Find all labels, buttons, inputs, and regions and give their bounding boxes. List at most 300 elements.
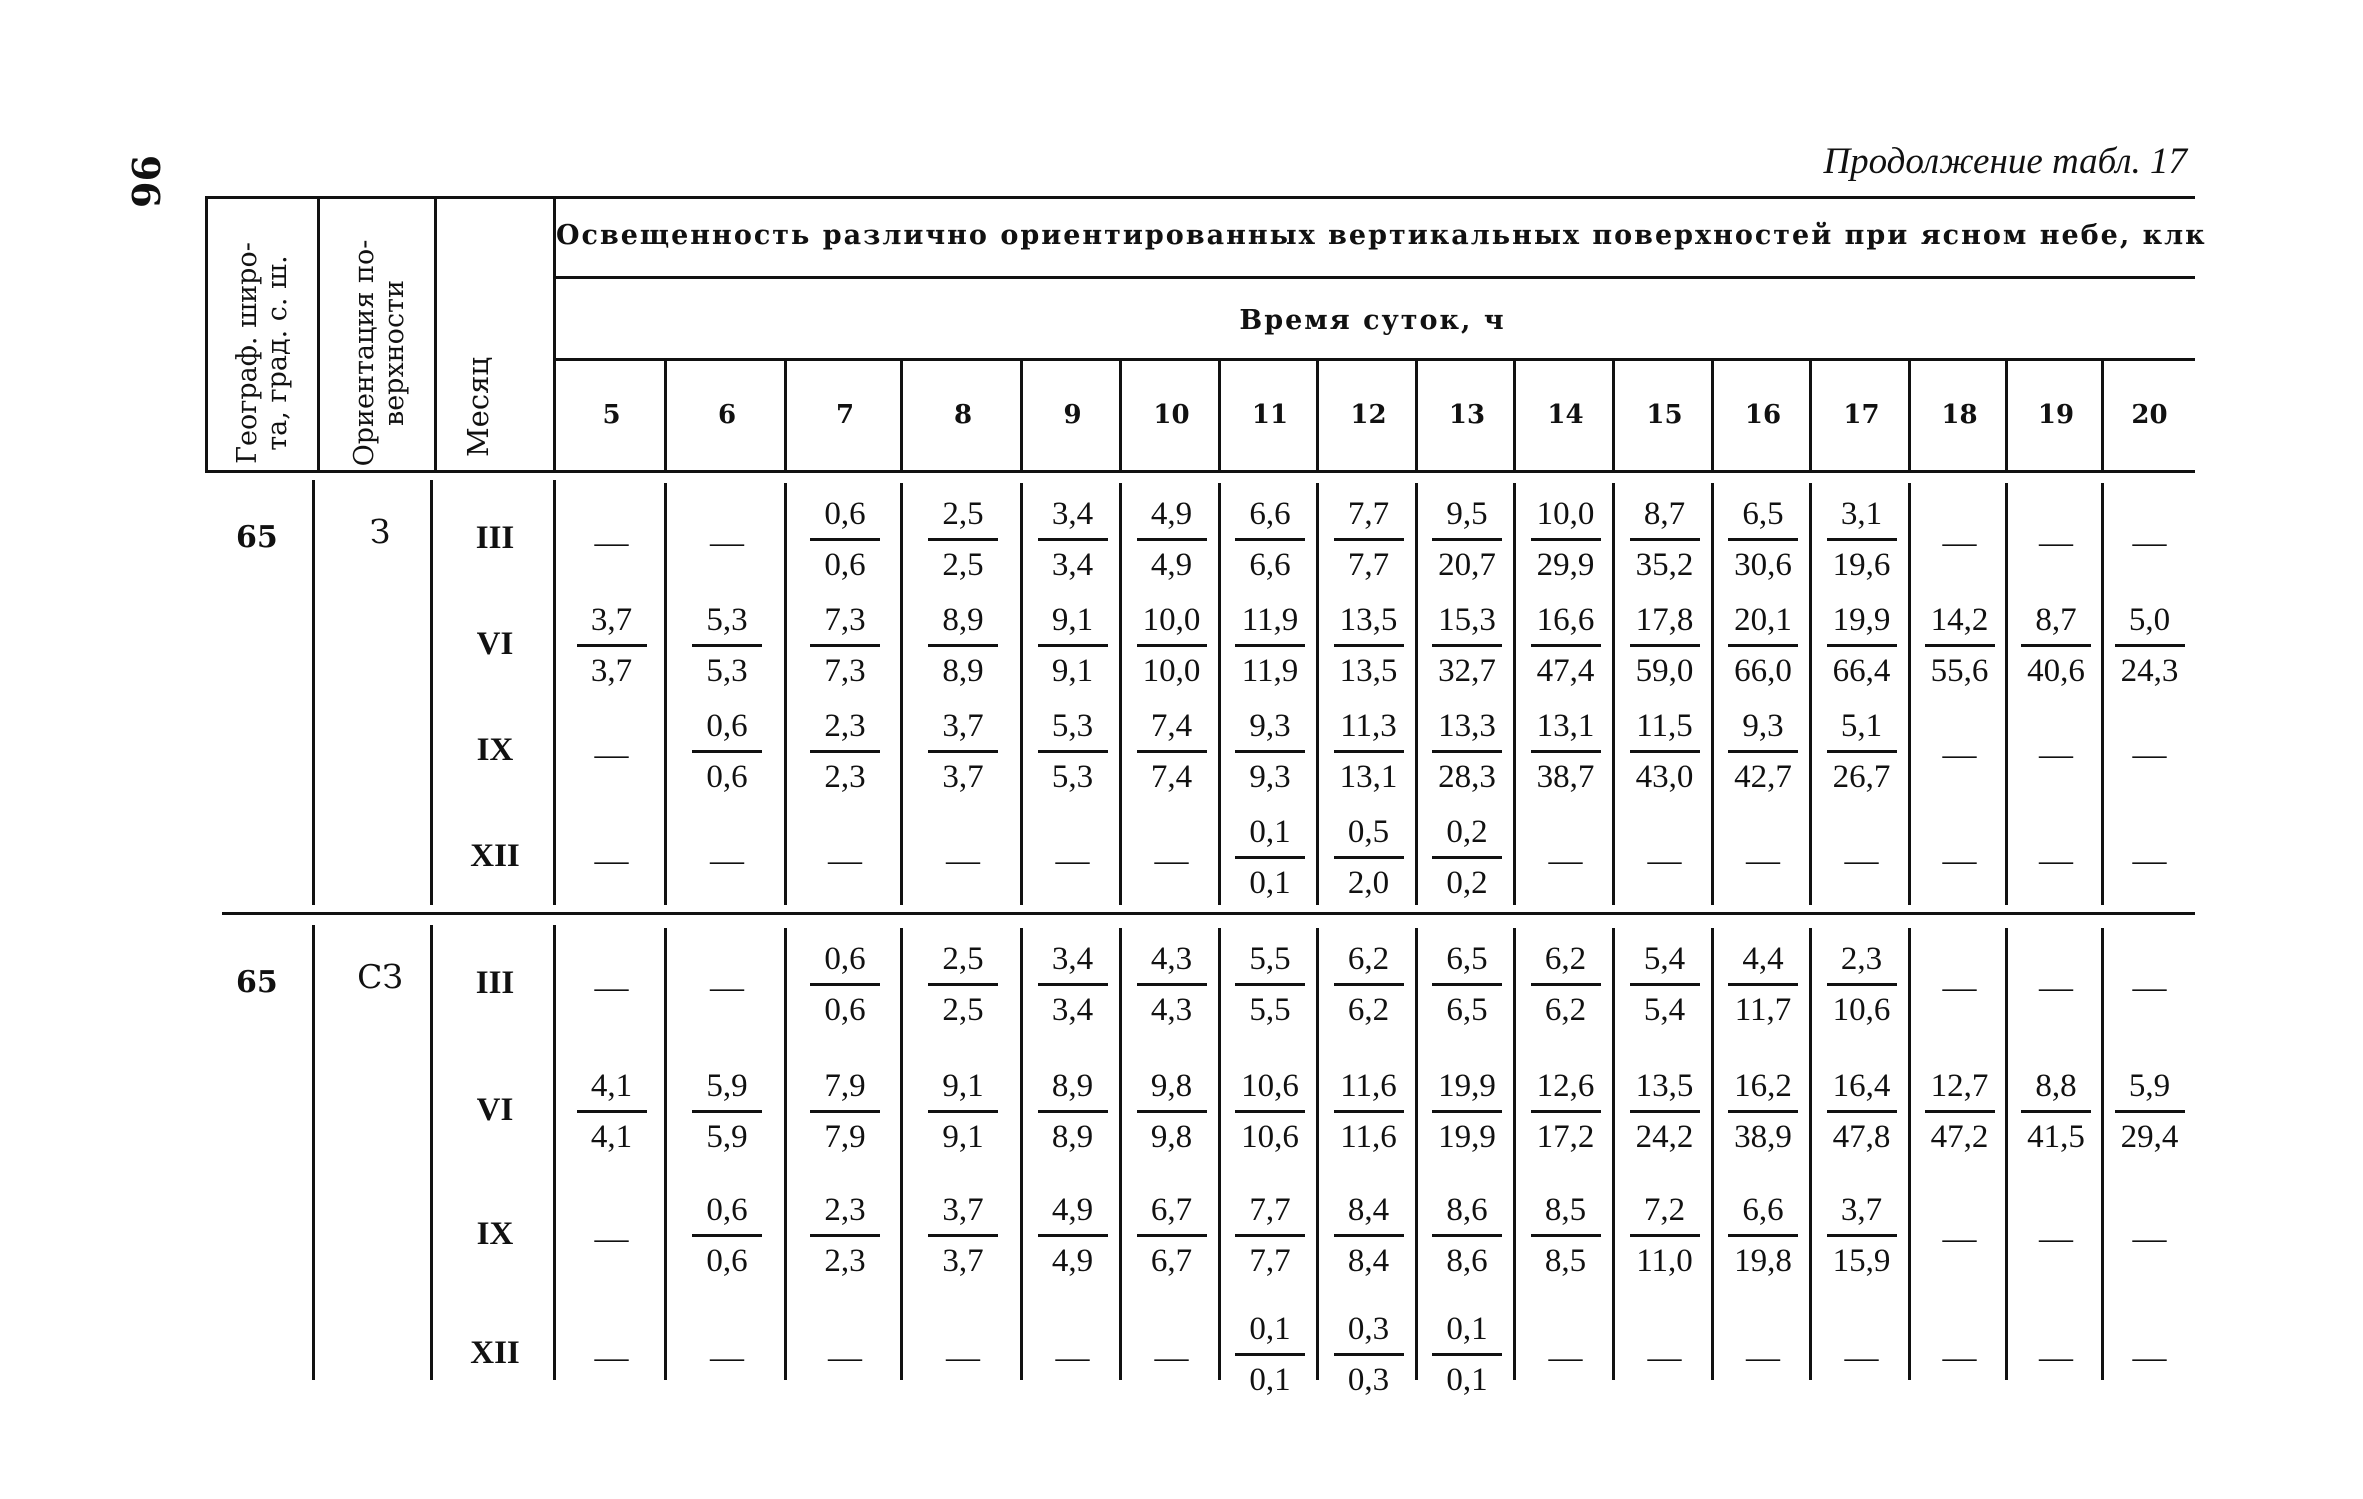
table-cell	[1221, 935, 1319, 1034]
cell-numerator: 8,4	[1334, 1186, 1404, 1237]
hour-label-5: 5	[602, 400, 621, 430]
cell-denominator: 42,7	[1734, 759, 1792, 795]
table-cell	[1319, 1062, 1418, 1161]
table-cell	[1221, 808, 1319, 907]
table-cell	[1319, 1305, 1418, 1404]
table-cell	[667, 1305, 787, 1411]
table-cell	[1319, 808, 1418, 907]
table-main-heading: Освещенность различно ориентированных вертикальных поверхностей при ясном небе, клк	[556, 220, 2207, 251]
table-cell	[1615, 596, 1714, 695]
table-cell	[1122, 1305, 1221, 1411]
cell-denominator: 5,4	[1643, 992, 1686, 1028]
month-label-iii: III	[475, 965, 515, 1001]
cell-dash: —	[2132, 736, 2167, 773]
cell-dash: —	[1055, 1339, 1090, 1376]
cell-numerator: 2,5	[928, 935, 998, 986]
column-header-orientation-line2: верхности	[379, 280, 410, 426]
table-cell	[1023, 1305, 1122, 1411]
cell-denominator: 9,1	[942, 1119, 984, 1155]
cell-numerator: 11,9	[1235, 596, 1305, 647]
cell-denominator: 11,9	[1241, 653, 1299, 689]
cell-denominator: 0,3	[1347, 1362, 1390, 1398]
table-cell	[1418, 808, 1516, 907]
cell-numerator: 0,6	[810, 490, 880, 541]
cell-denominator: 3,7	[942, 1243, 984, 1279]
cell-numerator: 9,3	[1235, 702, 1305, 753]
table-cell	[556, 1186, 667, 1292]
cell-denominator: 11,6	[1340, 1119, 1397, 1155]
table-cell	[1911, 490, 2008, 596]
hour-label-11: 11	[1251, 400, 1289, 430]
cell-dash: —	[1548, 842, 1583, 879]
table-cell	[1714, 1305, 1812, 1411]
cell-numerator: 2,3	[1827, 935, 1897, 986]
table-cell	[1812, 596, 1911, 695]
table-cell	[667, 490, 787, 596]
cell-denominator: 8,5	[1544, 1243, 1587, 1279]
cell-numerator: 0,3	[1334, 1305, 1404, 1356]
table-cell	[1812, 808, 1911, 914]
cell-numerator: 6,6	[1235, 490, 1305, 541]
header-main-rule	[556, 276, 2195, 279]
cell-denominator: 7,4	[1150, 759, 1193, 795]
cell-dash: —	[710, 1339, 744, 1376]
cell-numerator: 3,4	[1038, 490, 1108, 541]
cell-dash: —	[1942, 842, 1977, 879]
cell-dash: —	[2039, 842, 2073, 879]
cell-denominator: 8,9	[942, 653, 984, 689]
table-cell	[903, 935, 1023, 1034]
table-cell	[667, 596, 787, 695]
hour-label-7: 7	[835, 400, 855, 430]
cell-denominator: 66,0	[1734, 653, 1792, 689]
cell-denominator: 6,2	[1347, 992, 1390, 1028]
hour-label-6: 6	[717, 400, 737, 430]
cell-dash: —	[2039, 524, 2073, 561]
hour-label-8: 8	[953, 400, 973, 430]
cell-denominator: 43,0	[1635, 759, 1694, 795]
table-cell	[2008, 702, 2104, 808]
cell-numerator: 5,3	[1038, 702, 1108, 753]
cell-denominator: 0,6	[706, 1243, 748, 1279]
table-cell	[2008, 1062, 2104, 1161]
cell-numerator: 11,6	[1334, 1062, 1404, 1113]
cell-denominator: 7,3	[824, 653, 866, 689]
cell-denominator: 24,3	[2120, 653, 2179, 689]
cell-denominator: 0,1	[1249, 865, 1291, 901]
cell-numerator: 2,3	[810, 702, 880, 753]
table-cell	[1023, 1186, 1122, 1285]
cell-dash: —	[2132, 969, 2167, 1006]
cell-numerator: 9,1	[928, 1062, 998, 1113]
table-cell	[1615, 702, 1714, 801]
cell-denominator: 7,7	[1249, 1243, 1291, 1279]
table-cell	[2104, 490, 2195, 596]
table-cell	[556, 490, 667, 596]
table-cell	[1714, 490, 1812, 589]
table-cell	[1516, 808, 1615, 914]
cell-denominator: 2,3	[824, 1243, 866, 1279]
cell-dash: —	[1647, 842, 1682, 879]
table-cell	[787, 490, 903, 589]
table-cell	[556, 1062, 667, 1161]
cell-denominator: 9,8	[1150, 1119, 1193, 1155]
table-cell	[787, 596, 903, 695]
cell-numerator: 3,7	[577, 596, 647, 647]
cell-dash: —	[2039, 969, 2073, 1006]
cell-numerator: 3,7	[928, 702, 998, 753]
column-header-latitude-line2: та, град. с. ш.	[262, 255, 293, 451]
table-cell	[1221, 1186, 1319, 1285]
cell-numerator: 5,9	[2115, 1062, 2185, 1113]
hour-label-18: 18	[1941, 400, 1978, 430]
cell-numerator: 12,6	[1531, 1062, 1601, 1113]
cell-dash: —	[1844, 1339, 1879, 1376]
table-cell	[1714, 1062, 1812, 1161]
table-cell	[1615, 1062, 1714, 1161]
table-cell	[556, 702, 667, 808]
table-cell	[667, 1062, 787, 1161]
table-cell	[903, 1062, 1023, 1161]
table-cell	[1418, 1305, 1516, 1404]
table-cell	[787, 1186, 903, 1285]
table-cell	[1516, 1305, 1615, 1411]
month-label-vi: VI	[476, 626, 514, 662]
table-cell	[1319, 1186, 1418, 1285]
cell-numerator: 16,4	[1827, 1062, 1897, 1113]
cell-denominator: 29,4	[2120, 1119, 2179, 1155]
month-label-xii: XII	[470, 1335, 520, 1371]
column-header-orientation	[350, 218, 420, 488]
cell-numerator: 6,7	[1137, 1186, 1207, 1237]
cell-denominator: 40,6	[2027, 653, 2085, 689]
cell-denominator: 55,6	[1930, 653, 1989, 689]
table-cell	[1812, 1186, 1911, 1285]
column-header-orientation-line1: Ориентация по-	[349, 239, 380, 467]
table-cell	[1516, 1062, 1615, 1161]
hour-label-20: 20	[2131, 400, 2168, 430]
cell-numerator: 6,5	[1432, 935, 1502, 986]
cell-numerator: 0,6	[810, 935, 880, 986]
table-cell	[1023, 596, 1122, 695]
table-cell	[787, 808, 903, 914]
cell-dash: —	[2132, 1220, 2167, 1257]
cell-numerator: 17,8	[1630, 596, 1700, 647]
cell-dash: —	[2039, 736, 2073, 773]
cell-denominator: 4,9	[1150, 547, 1193, 583]
table-cell	[1418, 1186, 1516, 1285]
cell-denominator: 5,3	[706, 653, 748, 689]
table-cell	[1516, 1186, 1615, 1285]
cell-numerator: 4,3	[1137, 935, 1207, 986]
cell-denominator: 0,6	[824, 547, 866, 583]
cell-denominator: 7,9	[824, 1119, 866, 1155]
table-cell	[903, 702, 1023, 801]
table-cell	[1122, 1186, 1221, 1285]
cell-denominator: 6,7	[1150, 1243, 1193, 1279]
header-time-rule	[556, 358, 2195, 361]
month-label-xii: XII	[470, 838, 520, 874]
cell-numerator: 5,3	[692, 596, 762, 647]
cell-numerator: 10,0	[1137, 596, 1207, 647]
header-column-rule	[205, 198, 208, 470]
continuation-caption: Продолжение табл. 17	[1823, 141, 2187, 182]
table-cell	[1911, 1062, 2008, 1161]
table-cell	[787, 1305, 903, 1411]
cell-dash: —	[594, 524, 629, 561]
cell-numerator: 8,6	[1432, 1186, 1502, 1237]
cell-dash: —	[1548, 1339, 1583, 1376]
hour-label-16: 16	[1744, 400, 1782, 430]
cell-dash: —	[946, 842, 980, 879]
cell-numerator: 2,3	[810, 1186, 880, 1237]
cell-dash: —	[1746, 842, 1780, 879]
cell-numerator: 6,2	[1334, 935, 1404, 986]
cell-denominator: 19,6	[1832, 547, 1891, 583]
table-cell	[667, 935, 787, 1041]
cell-dash: —	[594, 842, 629, 879]
table-cell	[667, 808, 787, 914]
cell-numerator: 7,2	[1630, 1186, 1700, 1237]
cell-denominator: 3,4	[1051, 547, 1094, 583]
cell-numerator: 7,3	[810, 596, 880, 647]
time-of-day-heading: Время суток, ч	[1239, 305, 1506, 336]
cell-numerator: 14,2	[1925, 596, 1995, 647]
cell-dash: —	[594, 736, 629, 773]
table-cell	[787, 1062, 903, 1161]
cell-denominator: 41,5	[2027, 1119, 2085, 1155]
cell-numerator: 15,3	[1432, 596, 1502, 647]
hour-label-17: 17	[1843, 400, 1880, 430]
cell-dash: —	[594, 1220, 629, 1257]
table-cell	[903, 1186, 1023, 1285]
cell-numerator: 5,0	[2115, 596, 2185, 647]
cell-dash: —	[2039, 1220, 2073, 1257]
block-column-rule	[430, 925, 433, 1380]
header-column-rule	[434, 198, 437, 470]
cell-denominator: 30,6	[1734, 547, 1792, 583]
cell-denominator: 13,5	[1339, 653, 1398, 689]
cell-dash: —	[2132, 524, 2167, 561]
cell-denominator: 10,6	[1241, 1119, 1299, 1155]
page-number: 96	[123, 155, 168, 208]
table-cell	[2104, 702, 2195, 808]
table-cell	[1615, 1305, 1714, 1411]
table-cell	[1023, 1062, 1122, 1161]
cell-denominator: 26,7	[1832, 759, 1891, 795]
cell-numerator: 8,9	[1038, 1062, 1108, 1113]
cell-numerator: 20,1	[1728, 596, 1798, 647]
cell-numerator: 7,7	[1334, 490, 1404, 541]
cell-dash: —	[1154, 1339, 1189, 1376]
table-cell	[1319, 702, 1418, 801]
cell-denominator: 35,2	[1635, 547, 1694, 583]
table-cell	[1221, 490, 1319, 589]
table-cell	[2008, 490, 2104, 596]
table-cell	[1911, 1305, 2008, 1411]
cell-numerator: 8,7	[2021, 596, 2091, 647]
table-cell	[1812, 935, 1911, 1034]
cell-numerator: 5,4	[1630, 935, 1700, 986]
cell-denominator: 15,9	[1832, 1243, 1891, 1279]
cell-numerator: 5,5	[1235, 935, 1305, 986]
table-cell	[556, 1305, 667, 1411]
table-cell	[1418, 702, 1516, 801]
table-cell	[1911, 702, 2008, 808]
cell-denominator: 0,6	[824, 992, 866, 1028]
cell-dash: —	[2039, 1339, 2073, 1376]
table-cell	[1714, 935, 1812, 1034]
table-cell	[1812, 702, 1911, 801]
table-cell	[2104, 935, 2195, 1041]
cell-numerator: 7,7	[1235, 1186, 1305, 1237]
cell-dash: —	[1844, 842, 1879, 879]
table-cell	[1221, 702, 1319, 801]
table-cell	[667, 702, 787, 801]
cell-denominator: 47,8	[1832, 1119, 1891, 1155]
month-label-ix: IX	[476, 1216, 514, 1252]
table-cell	[2008, 1186, 2104, 1292]
cell-denominator: 66,4	[1832, 653, 1891, 689]
cell-numerator: 5,1	[1827, 702, 1897, 753]
header-column-rule	[317, 198, 320, 470]
cell-denominator: 17,2	[1536, 1119, 1595, 1155]
month-label-iii: III	[475, 520, 515, 556]
cell-dash: —	[828, 1339, 862, 1376]
block-column-rule	[430, 480, 433, 905]
table-cell	[1122, 1062, 1221, 1161]
table-cell	[1418, 490, 1516, 589]
cell-denominator: 4,9	[1051, 1243, 1094, 1279]
table-cell	[787, 935, 903, 1034]
cell-dash: —	[1942, 969, 1977, 1006]
cell-denominator: 6,5	[1446, 992, 1488, 1028]
cell-denominator: 10,6	[1832, 992, 1891, 1028]
cell-numerator: 19,9	[1827, 596, 1897, 647]
cell-denominator: 28,3	[1438, 759, 1496, 795]
cell-denominator: 9,1	[1051, 653, 1094, 689]
table-cell	[1221, 1062, 1319, 1161]
cell-numerator: 13,5	[1630, 1062, 1700, 1113]
cell-denominator: 6,6	[1249, 547, 1291, 583]
cell-numerator: 10,0	[1531, 490, 1601, 541]
table-cell	[1615, 935, 1714, 1034]
cell-dash: —	[1055, 842, 1090, 879]
cell-numerator: 3,1	[1827, 490, 1897, 541]
cell-numerator: 4,9	[1038, 1186, 1108, 1237]
cell-denominator: 7,7	[1347, 547, 1390, 583]
table-cell	[556, 596, 667, 695]
hour-label-12: 12	[1350, 400, 1387, 430]
cell-numerator: 0,1	[1235, 1305, 1305, 1356]
cell-numerator: 5,9	[692, 1062, 762, 1113]
table-cell	[1911, 1186, 2008, 1292]
table-cell	[1516, 702, 1615, 801]
cell-denominator: 4,3	[1150, 992, 1193, 1028]
cell-denominator: 5,5	[1249, 992, 1291, 1028]
hour-label-19: 19	[2037, 400, 2075, 430]
cell-numerator: 11,3	[1334, 702, 1404, 753]
table-cell	[1911, 808, 2008, 914]
table-cell	[556, 808, 667, 914]
cell-dash: —	[946, 1339, 980, 1376]
table-cell	[1023, 490, 1122, 589]
cell-denominator: 32,7	[1438, 653, 1496, 689]
cell-dash: —	[710, 524, 744, 561]
table-cell	[1714, 808, 1812, 914]
table-cell	[1615, 808, 1714, 914]
table-cell	[1122, 808, 1221, 914]
cell-denominator: 8,4	[1347, 1243, 1390, 1279]
cell-denominator: 0,6	[706, 759, 748, 795]
cell-denominator: 19,8	[1734, 1243, 1792, 1279]
cell-denominator: 13,1	[1339, 759, 1398, 795]
cell-numerator: 16,2	[1728, 1062, 1798, 1113]
cell-numerator: 9,8	[1137, 1062, 1207, 1113]
table-cell	[787, 702, 903, 801]
cell-denominator: 10,0	[1142, 653, 1201, 689]
table-cell	[1122, 490, 1221, 589]
cell-denominator: 0,2	[1446, 865, 1488, 901]
cell-numerator: 6,5	[1728, 490, 1798, 541]
cell-denominator: 0,1	[1249, 1362, 1291, 1398]
table-cell	[903, 808, 1023, 914]
cell-dash: —	[1942, 1220, 1977, 1257]
cell-numerator: 9,1	[1038, 596, 1108, 647]
table-cell	[1418, 596, 1516, 695]
cell-dash: —	[594, 969, 629, 1006]
cell-numerator: 6,6	[1728, 1186, 1798, 1237]
cell-numerator: 8,8	[2021, 1062, 2091, 1113]
column-header-latitude	[233, 218, 303, 488]
month-label-vi: VI	[476, 1092, 514, 1128]
table-cell	[1122, 596, 1221, 695]
table-cell	[2104, 1062, 2195, 1161]
cell-denominator: 2,3	[824, 759, 866, 795]
orientation-value: З	[369, 512, 391, 551]
table-cell	[1714, 596, 1812, 695]
cell-numerator: 0,1	[1235, 808, 1305, 859]
cell-numerator: 8,5	[1531, 1186, 1601, 1237]
table-cell	[1812, 1062, 1911, 1161]
table-cell	[1023, 935, 1122, 1034]
table-cell	[1319, 490, 1418, 589]
cell-dash: —	[2132, 1339, 2167, 1376]
cell-denominator: 24,2	[1635, 1119, 1694, 1155]
cell-numerator: 8,7	[1630, 490, 1700, 541]
cell-denominator: 19,9	[1438, 1119, 1496, 1155]
cell-numerator: 10,6	[1235, 1062, 1305, 1113]
hour-label-9: 9	[1063, 400, 1082, 430]
table-cell	[1319, 935, 1418, 1034]
cell-numerator: 0,2	[1432, 808, 1502, 859]
table-cell	[556, 935, 667, 1041]
table-cell	[2104, 596, 2195, 695]
cell-denominator: 6,2	[1544, 992, 1587, 1028]
cell-denominator: 8,9	[1051, 1119, 1094, 1155]
cell-numerator: 19,9	[1432, 1062, 1502, 1113]
cell-numerator: 2,5	[928, 490, 998, 541]
table-cell	[667, 1186, 787, 1285]
cell-dash: —	[1942, 1339, 1977, 1376]
cell-numerator: 0,6	[692, 702, 762, 753]
cell-numerator: 13,5	[1334, 596, 1404, 647]
table-cell	[1418, 1062, 1516, 1161]
table-cell	[1615, 490, 1714, 589]
cell-numerator: 0,5	[1334, 808, 1404, 859]
cell-dash: —	[828, 842, 862, 879]
cell-numerator: 13,1	[1531, 702, 1601, 753]
